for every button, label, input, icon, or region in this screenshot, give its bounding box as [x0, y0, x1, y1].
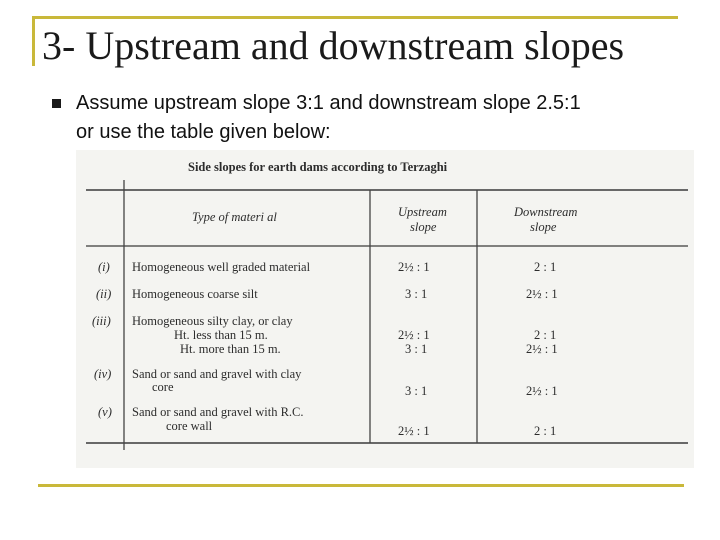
- bullet-text-line-1: Assume upstream slope 3:1 and downstream slope 2.5:1: [76, 92, 581, 114]
- row-4-number: (iv): [94, 367, 112, 381]
- bullet-text-line-2: or use the table given below:: [76, 121, 331, 143]
- slide-title: 3- Upstream and downstream slopes: [42, 23, 625, 68]
- header-upstream: Upstream: [398, 205, 447, 219]
- row-4-material-cont: core: [152, 380, 174, 394]
- header-upstream-slope: slope: [410, 220, 437, 234]
- row-2-upstream: 3 : 1: [405, 287, 428, 301]
- header-downstream: Downstream: [514, 205, 578, 219]
- row-4-downstream: 2½ : 1: [526, 384, 558, 398]
- row-5-material-cont: core wall: [166, 419, 213, 433]
- header-material: Type of materi al: [192, 210, 277, 224]
- row-2-number: (ii): [96, 287, 112, 301]
- row-5-downstream: 2 : 1: [534, 424, 557, 438]
- row-2-material: Homogeneous coarse silt: [132, 287, 258, 301]
- scanned-table-image: [76, 150, 694, 468]
- row-1-upstream: 2½ : 1: [398, 260, 430, 274]
- row-1-material: Homogeneous well graded material: [132, 260, 311, 274]
- decorative-left-rule: [32, 16, 35, 66]
- row-3-material: Homogeneous silty clay, or clay: [132, 314, 293, 328]
- row-5-upstream: 2½ : 1: [398, 424, 430, 438]
- row-3-upstream-1: 2½ : 1: [398, 328, 430, 342]
- bullet-text: [76, 89, 696, 147]
- row-3-number: (iii): [92, 314, 111, 328]
- row-4-upstream: 3 : 1: [405, 384, 428, 398]
- row-5-number: (v): [98, 405, 112, 419]
- decorative-bottom-rule: [38, 484, 684, 487]
- header-downstream-slope: slope: [530, 220, 557, 234]
- table-caption: Side slopes for earth dams according to Terzaghi: [188, 160, 448, 174]
- row-1-number: (i): [98, 260, 110, 274]
- row-3-upstream-2: 3 : 1: [405, 342, 428, 356]
- bullet-marker: [52, 99, 61, 108]
- row-5-material: Sand or sand and gravel with R.C.: [132, 405, 304, 419]
- row-3-downstream-1: 2 : 1: [534, 328, 557, 342]
- row-1-downstream: 2 : 1: [534, 260, 557, 274]
- row-4-material: Sand or sand and gravel with clay: [132, 367, 302, 381]
- row-3-downstream-2: 2½ : 1: [526, 342, 558, 356]
- decorative-top-rule: [32, 16, 678, 19]
- row-3-sub-2: Ht. more than 15 m.: [180, 342, 281, 356]
- row-3-sub-1: Ht. less than 15 m.: [174, 328, 268, 342]
- row-2-downstream: 2½ : 1: [526, 287, 558, 301]
- terzaghi-table: [76, 150, 694, 468]
